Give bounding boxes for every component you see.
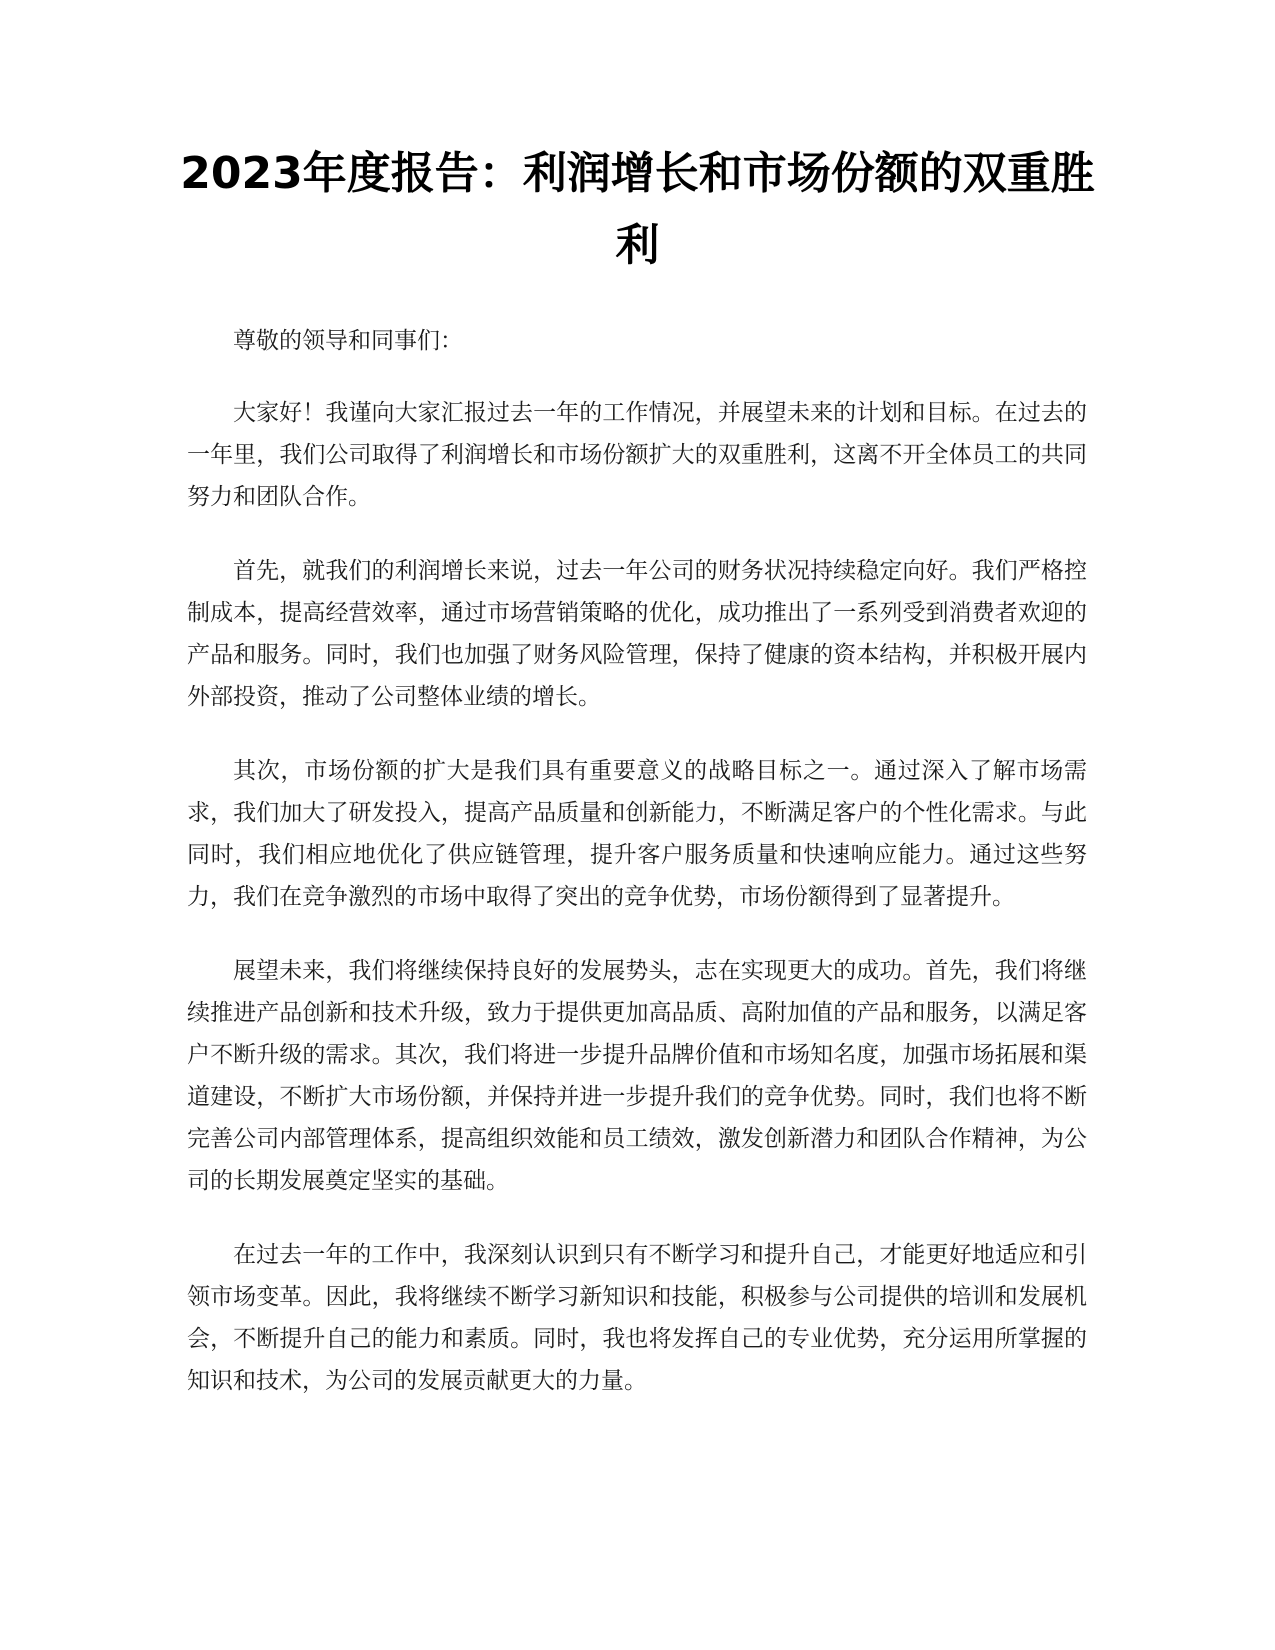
document-title: 2023年度报告：利润增长和市场份额的双重胜利 — [180, 148, 1095, 271]
salutation: 尊敬的领导和同事们： — [233, 328, 463, 354]
paragraph-personal-growth: 在过去一年的工作中，我深刻认识到只有不断学习和提升自己，才能更好地适应和引领市场变革。因此，我将继续不断学习新知识和技能，积极参与公司提供的培训和发展机会，不断提升自己的能力和素质。同时，我也将发挥自己的专业优势，充分运用所掌握的知识和技术，为公司的发展贡献更大的力量。 — [187, 1242, 1087, 1394]
paragraph-profit-growth: 首先，就我们的利润增长来说，过去一年公司的财务状况持续稳定向好。我们严格控制成本，提高经营效率，通过市场营销策略的优化，成功推出了一系列受到消费者欢迎的产品和服务。同时，我们也加强了财务风险管理，保持了健康的资本结构，并积极开展内外部投资，推动了公司整体业绩的增长。 — [187, 558, 1087, 710]
paragraph-market-share: 其次，市场份额的扩大是我们具有重要意义的战略目标之一。通过深入了解市场需求，我们加大了研发投入，提高产品质量和创新能力，不断满足客户的个性化需求。与此同时，我们相应地优化了供应链管理，提升客户服务质量和快速响应能力。通过这些努力，我们在竞争激烈的市场中取得了突出的竞争优势，市场份额得到了显著提升。 — [187, 758, 1087, 910]
paragraph-intro: 大家好！我谨向大家汇报过去一年的工作情况，并展望未来的计划和目标。在过去的一年里，我们公司取得了利润增长和市场份额扩大的双重胜利，这离不开全体员工的共同努力和团队合作。 — [187, 400, 1087, 510]
document-body — [187, 320, 1087, 1434]
paragraph-outlook: 展望未来，我们将继续保持良好的发展势头，志在实现更大的成功。首先，我们将继续推进产品创新和技术升级，致力于提供更加高品质、高附加值的产品和服务，以满足客户不断升级的需求。其次，我们将进一步提升品牌价值和市场知名度，加强市场拓展和渠道建设，不断扩大市场份额，并保持并进一步提升我们的竞争优势。同时，我们也将不断完善公司内部管理体系，提高组织效能和员工绩效，激发创新潜力和团队合作精神，为公司的长期发展奠定坚实的基础。 — [187, 958, 1087, 1194]
